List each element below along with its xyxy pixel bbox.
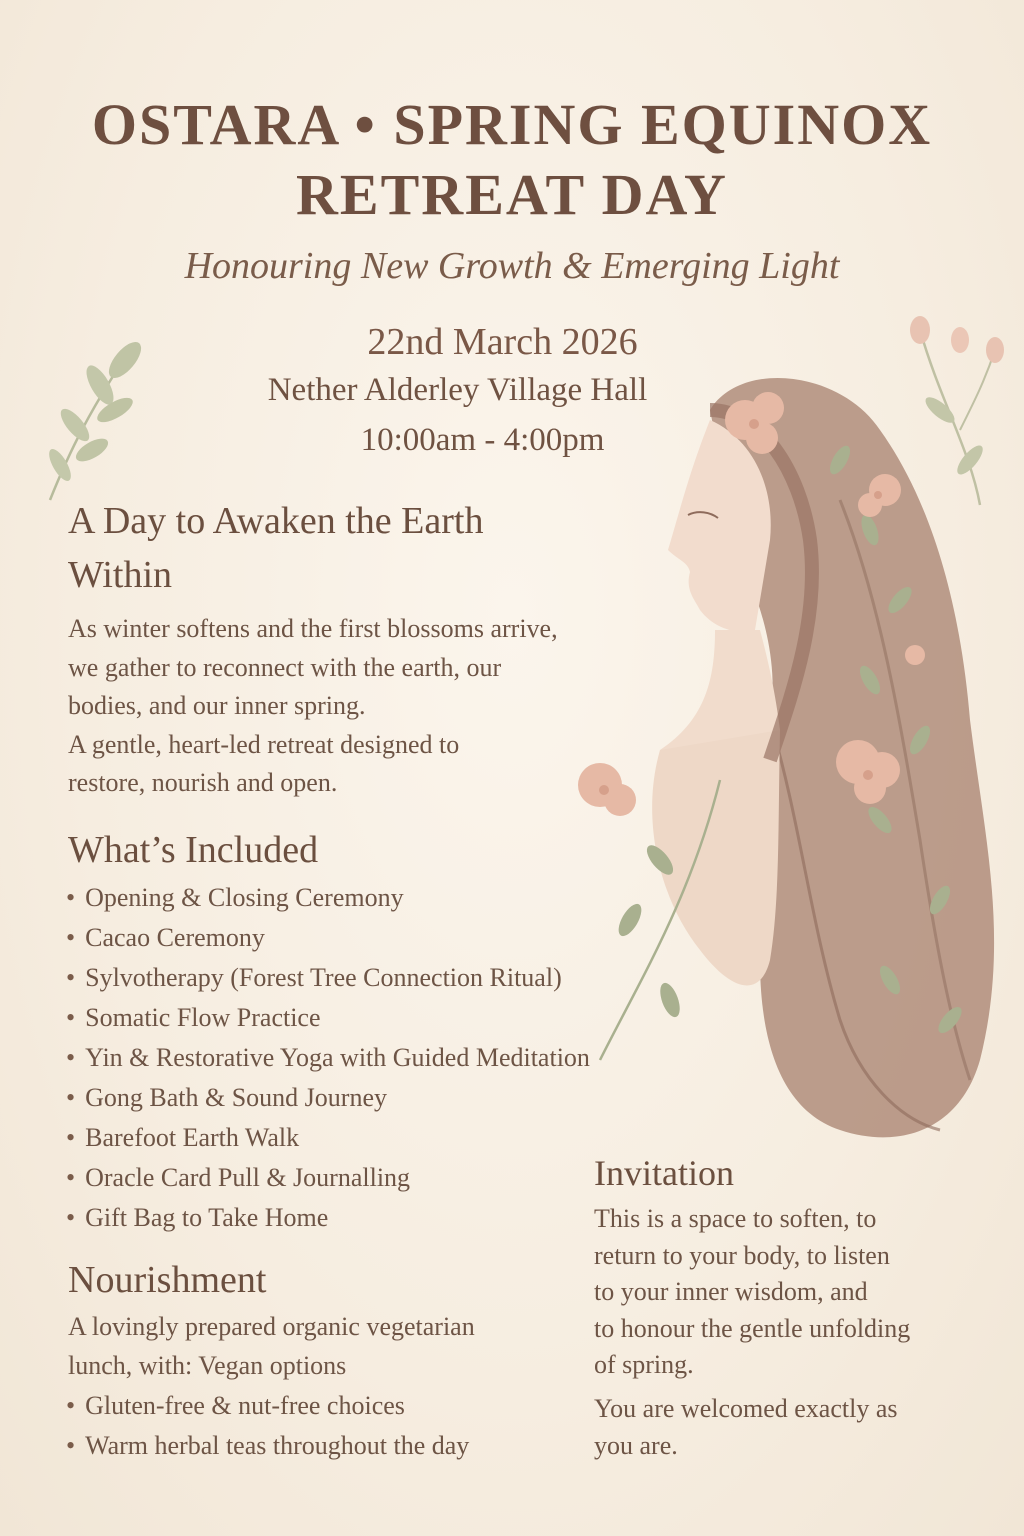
list-item: • Opening & Closing Ceremony: [66, 878, 590, 918]
list-item: • Cacao Ceremony: [66, 918, 590, 958]
awaken-line: we gather to reconnect with the earth, our: [68, 652, 502, 682]
nourishment-heading: Nourishment: [68, 1259, 267, 1301]
awaken-heading-line-2: Within: [68, 554, 173, 596]
invitation-line: This is a space to soften, to: [594, 1204, 877, 1233]
invitation-heading: Invitation: [594, 1153, 734, 1193]
invitation-line: to honour the gentle unfolding: [594, 1313, 911, 1343]
awaken-description: [68, 610, 688, 803]
awaken-line: As winter softens and the first blossoms arrive,: [68, 614, 558, 643]
title-line-2: RETREAT DAY: [296, 162, 728, 227]
event-date: 22nd March 2026: [367, 321, 638, 363]
nourishment-line: lunch, with: Vegan options: [68, 1350, 347, 1380]
title-line-1: OSTARA • SPRING EQUINOX: [91, 92, 933, 157]
list-item: • Somatic Flow Practice: [66, 998, 590, 1038]
invitation-closing-line: You are welcomed exactly as: [594, 1394, 898, 1423]
list-item: • Barefoot Earth Walk: [66, 1118, 590, 1158]
event-venue: Nether Alderley Village Hall: [267, 372, 648, 408]
invitation-line: of spring.: [594, 1350, 694, 1379]
included-list: [66, 878, 590, 1238]
invitation-closing-line: you are.: [594, 1430, 678, 1460]
included-heading: What’s Included: [68, 829, 319, 871]
invitation-closing: [594, 1391, 974, 1464]
invitation-text: [594, 1201, 974, 1384]
list-item: • Gift Bag to Take Home: [66, 1198, 590, 1238]
list-item: • Warm herbal teas throughout the day: [66, 1426, 469, 1466]
nourishment-line: A lovingly prepared organic vegetarian: [68, 1312, 475, 1341]
awaken-line: A gentle, heart-led retreat designed to: [68, 729, 460, 759]
list-item: • Yin & Restorative Yoga with Guided Meditation: [66, 1038, 590, 1078]
invitation-line: to your inner wisdom, and: [594, 1277, 868, 1306]
list-item: • Gong Bath & Sound Journey: [66, 1078, 590, 1118]
event-time: 10:00am - 4:00pm: [360, 422, 605, 458]
awaken-line: restore, nourish and open.: [68, 768, 338, 797]
list-item: • Sylvotherapy (Forest Tree Connection Ritual): [66, 958, 590, 998]
nourishment-description: [68, 1308, 568, 1385]
awaken-heading: [68, 494, 628, 602]
list-item: • Oracle Card Pull & Journalling: [66, 1158, 590, 1198]
awaken-line: bodies, and our inner spring.: [68, 691, 366, 720]
subtitle: Honouring New Growth & Emerging Light: [184, 245, 840, 287]
nourishment-list: [66, 1386, 469, 1466]
awaken-heading-line-1: A Day to Awaken the Earth: [68, 500, 484, 542]
invitation-line: return to your body, to listen: [594, 1240, 890, 1270]
list-item: • Gluten-free & nut-free choices: [66, 1386, 469, 1426]
